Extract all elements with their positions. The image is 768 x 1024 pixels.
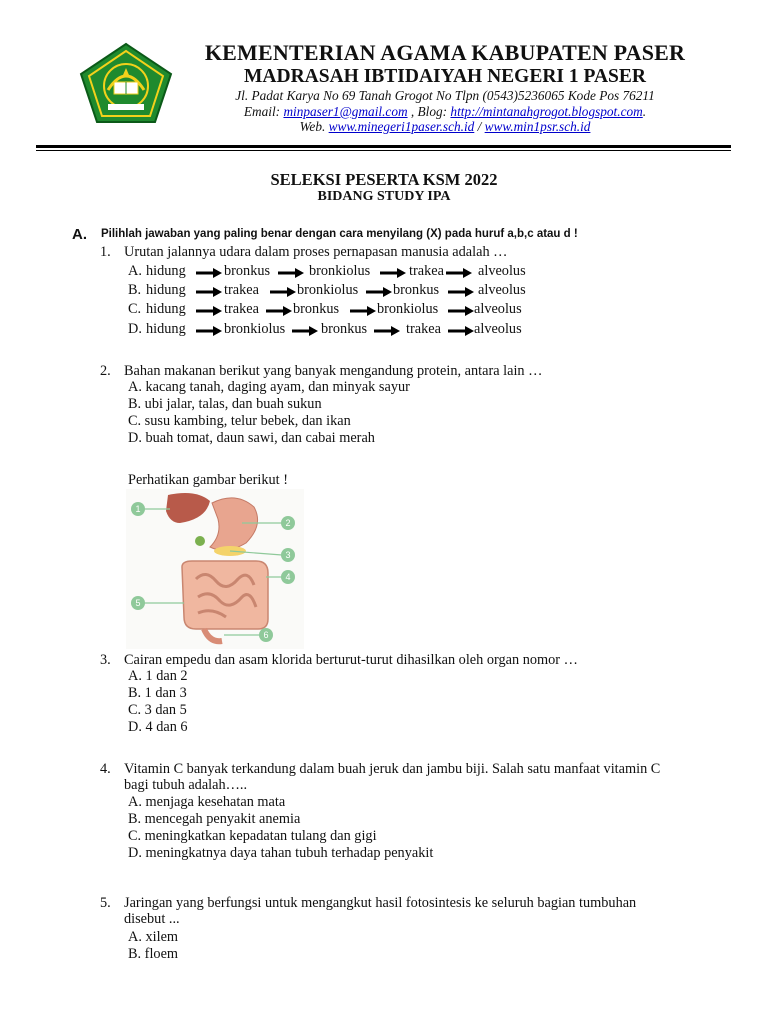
section-label: A. xyxy=(72,226,87,243)
exam-subject: BIDANG STUDY IPA xyxy=(317,189,451,204)
exam-title: SELEKSI PESERTA KSM 2022 xyxy=(270,170,498,189)
q1-option-letter: B. xyxy=(128,282,142,298)
right-arrow-icon xyxy=(266,306,292,316)
q4-option-c[interactable]: C. meningkatkan kepadatan tulang dan gigi xyxy=(128,828,377,844)
q4-text-line2: bagi tubuh adalah….. xyxy=(124,777,248,793)
email-link[interactable]: minpaser1@gmail.com xyxy=(283,104,408,119)
right-arrow-icon xyxy=(448,306,474,316)
q1-option-word: trakea xyxy=(406,321,441,337)
label-6: 6 xyxy=(263,630,269,640)
label-4: 4 xyxy=(285,572,291,582)
label-2: 2 xyxy=(285,518,291,528)
q2-text: Bahan makanan berikut yang banyak mengandung protein, antara lain … xyxy=(124,363,543,379)
q1-option-word: trakea xyxy=(224,282,259,298)
header-divider-thin xyxy=(36,150,731,151)
q1-option-word: bronkiolus xyxy=(297,282,359,298)
right-arrow-icon xyxy=(380,268,406,278)
right-arrow-icon xyxy=(196,287,222,297)
web-label: Web. xyxy=(299,119,329,134)
q1-option-letter: C. xyxy=(128,301,142,317)
q1-option-letter: A. xyxy=(128,263,142,279)
q1-option-word: alveolus xyxy=(474,301,522,317)
header-divider-thick xyxy=(36,145,731,148)
q2-option-a[interactable]: A. kacang tanah, daging ayam, dan minyak sayur xyxy=(128,379,410,395)
q3-option-d[interactable]: D. 4 dan 6 xyxy=(128,719,188,735)
q3-option-b[interactable]: B. 1 dan 3 xyxy=(128,685,187,701)
school-address: Jl. Padat Karya No 69 Tanah Grogot No Tlpn (0543)5236065 Kode Pos 76211 xyxy=(235,88,655,103)
q1-option-word: hidung xyxy=(146,301,186,317)
q3-option-c[interactable]: C. 3 dan 5 xyxy=(128,702,187,718)
q1-option-word: alveolus xyxy=(478,282,526,298)
web-link-2[interactable]: www.min1psr.sch.id xyxy=(484,119,591,134)
right-arrow-icon xyxy=(292,326,318,336)
right-arrow-icon xyxy=(374,326,400,336)
right-arrow-icon xyxy=(366,287,392,297)
q5-option-a[interactable]: A. xilem xyxy=(128,929,179,945)
q1-text: Urutan jalannya udara dalam proses pernapasan manusia adalah … xyxy=(124,244,508,260)
right-arrow-icon xyxy=(270,287,296,297)
q1-option-word: trakea xyxy=(409,263,444,279)
web-link-1[interactable]: www.minegeri1paser.sch.id xyxy=(328,119,475,134)
blog-label: , Blog: xyxy=(407,104,451,119)
label-1: 1 xyxy=(135,504,141,514)
q4-number: 4. xyxy=(100,761,111,777)
q1-option-word: bronkus xyxy=(321,321,368,337)
q1-option-letter: D. xyxy=(128,321,142,337)
q3-text: Cairan empedu dan asam klorida berturut-turut dihasilkan oleh organ nomor … xyxy=(124,652,578,668)
right-arrow-icon xyxy=(196,326,222,336)
q5-number: 5. xyxy=(100,895,111,911)
q2-option-d[interactable]: D. buah tomat, daun sawi, dan cabai merah xyxy=(128,430,375,446)
school-heading: MADRASAH IBTIDAIYAH NEGERI 1 PASER xyxy=(244,66,646,87)
right-arrow-icon xyxy=(350,306,376,316)
q3-option-a[interactable]: A. 1 dan 2 xyxy=(128,668,188,684)
q5-text-line1: Jaringan yang berfungsi untuk mengangkut hasil fotosintesis ke seluruh bagian tumbuhan xyxy=(124,895,637,911)
blog-link[interactable]: http://mintanahgrogot.blogspot.com xyxy=(450,104,643,119)
contact-line xyxy=(190,104,700,120)
q4-option-a[interactable]: A. menjaga kesehatan mata xyxy=(128,794,286,810)
web-separator: / xyxy=(474,119,485,134)
label-3: 3 xyxy=(285,550,291,560)
ministry-heading: KEMENTERIAN AGAMA KABUPATEN PASER xyxy=(204,40,686,65)
q1-option-word: hidung xyxy=(146,321,186,337)
q1-number: 1. xyxy=(100,244,111,260)
q1-option-word: bronkus xyxy=(393,282,440,298)
q1-option-word: hidung xyxy=(146,263,186,279)
email-label: Email: xyxy=(243,104,284,119)
q1-option-word: bronkiolus xyxy=(377,301,439,317)
q4-option-d[interactable]: D. meningkatnya daya tahan tubuh terhadap penyakit xyxy=(128,845,434,861)
q1-option-c[interactable] xyxy=(0,301,768,319)
digestive-system-image xyxy=(126,489,304,649)
school-emblem-logo xyxy=(78,42,174,124)
q1-option-word: alveolus xyxy=(478,263,526,279)
right-arrow-icon xyxy=(278,268,304,278)
q1-option-word: hidung xyxy=(146,282,186,298)
q1-option-word: trakea xyxy=(224,301,259,317)
q4-option-b[interactable]: B. mencegah penyakit anemia xyxy=(128,811,301,827)
q2-number: 2. xyxy=(100,363,111,379)
figure-caption: Perhatikan gambar berikut ! xyxy=(128,472,288,488)
q1-option-word: bronkiolus xyxy=(224,321,286,337)
right-arrow-icon xyxy=(448,326,474,336)
q1-option-word: alveolus xyxy=(474,321,522,337)
blog-end: . xyxy=(642,104,647,119)
q1-option-b[interactable] xyxy=(0,282,768,300)
q1-option-a[interactable] xyxy=(0,263,768,281)
right-arrow-icon xyxy=(446,268,472,278)
q2-option-c[interactable]: C. susu kambing, telur bebek, dan ikan xyxy=(128,413,351,429)
q3-number: 3. xyxy=(100,652,111,668)
q1-option-word: bronkus xyxy=(293,301,340,317)
label-5: 5 xyxy=(135,598,141,608)
section-instruction: Pilihlah jawaban yang paling benar dengan cara menyilang (X) pada huruf a,b,c atau d ! xyxy=(101,228,578,240)
q4-text-line1: Vitamin C banyak terkandung dalam buah jeruk dan jambu biji. Salah satu manfaat vitamin C xyxy=(124,761,661,777)
right-arrow-icon xyxy=(196,268,222,278)
q5-option-b[interactable]: B. floem xyxy=(128,946,179,962)
q1-option-word: bronkus xyxy=(224,263,271,279)
q5-text-line2: disebut ... xyxy=(124,911,180,927)
right-arrow-icon xyxy=(196,306,222,316)
right-arrow-icon xyxy=(448,287,474,297)
q2-option-b[interactable]: B. ubi jalar, talas, dan buah sukun xyxy=(128,396,322,412)
web-line xyxy=(190,119,700,135)
q1-option-d[interactable] xyxy=(0,321,768,339)
q1-option-word: bronkiolus xyxy=(309,263,371,279)
